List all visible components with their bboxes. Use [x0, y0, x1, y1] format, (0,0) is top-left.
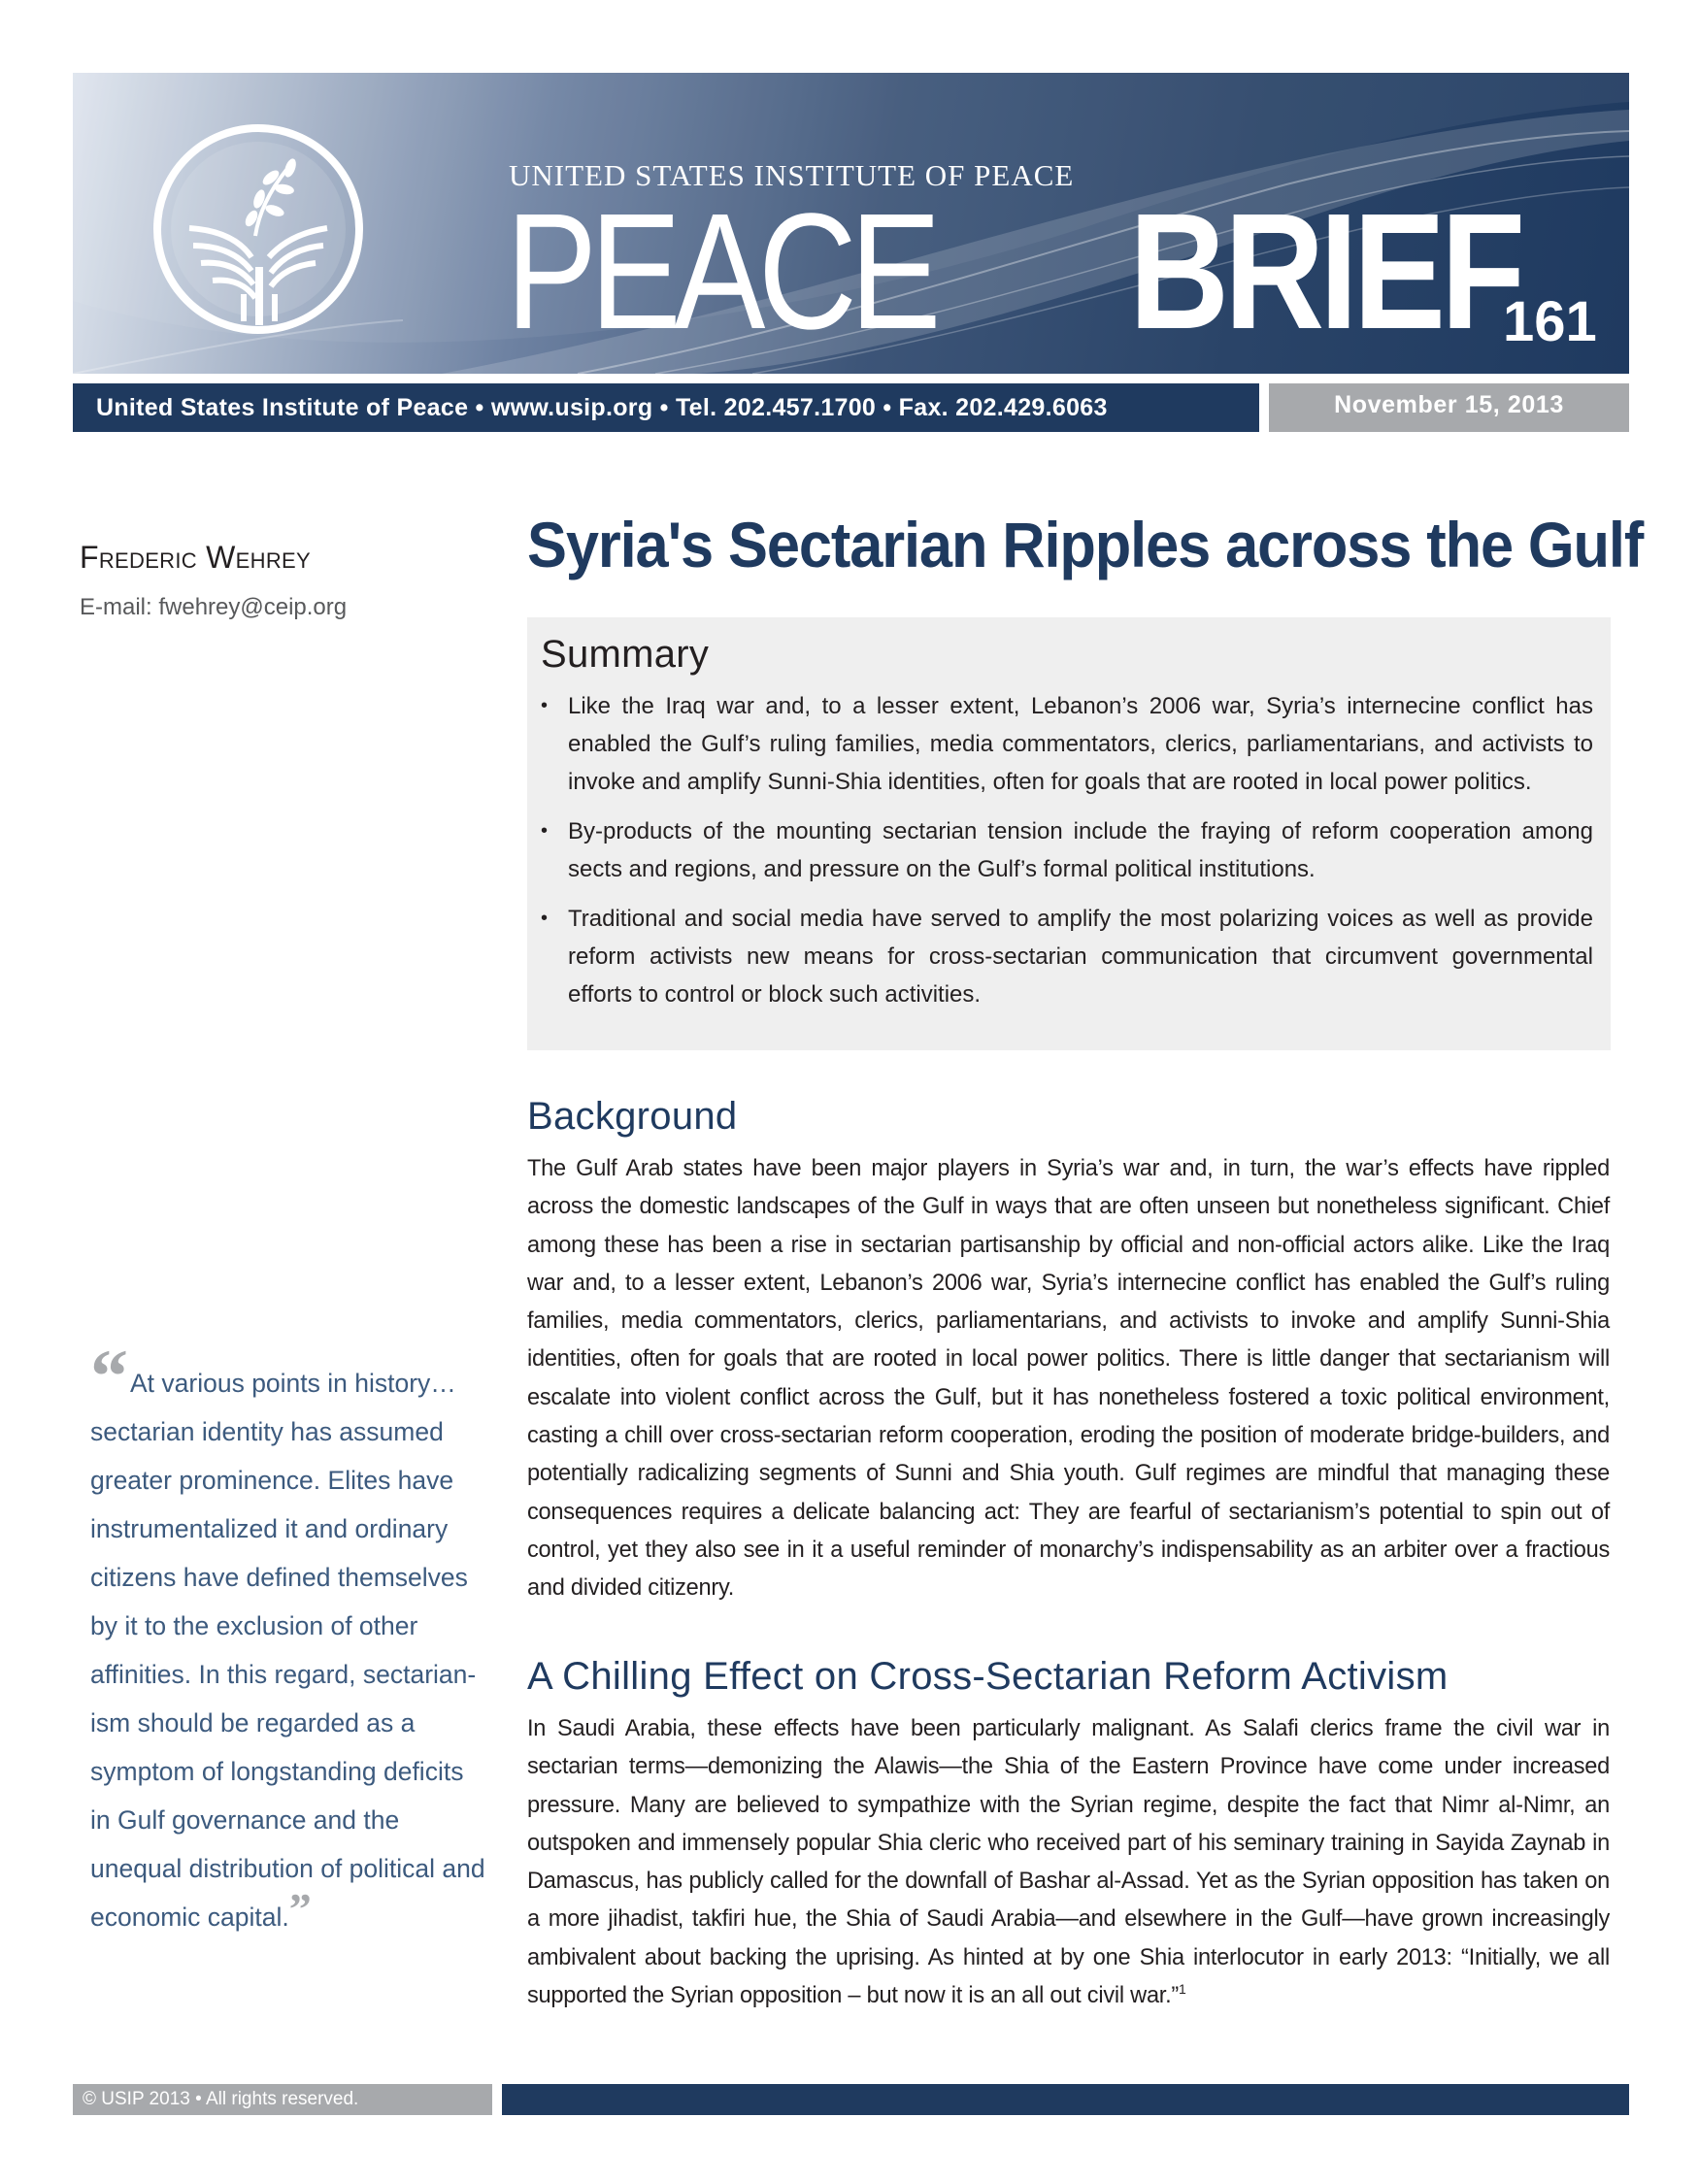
summary-item	[541, 687, 1593, 801]
bullet-icon: •	[541, 695, 549, 716]
author-name: Frederic Wehrey	[80, 540, 311, 575]
bullet-icon: •	[541, 820, 549, 842]
background-heading: Background	[527, 1095, 738, 1138]
wordmark-peace: PEACE	[506, 180, 935, 364]
masthead-banner	[73, 73, 1629, 374]
open-quote-icon: “	[90, 1334, 128, 1418]
issue-number: 161	[1503, 290, 1597, 353]
chilling-effect-paragraph	[527, 1710, 1610, 2015]
copyright-footer: © USIP 2013 • All rights reserved.	[73, 2084, 492, 2115]
summary-box	[527, 617, 1611, 1050]
author-email[interactable]: E-mail: fwehrey@ceip.org	[80, 594, 348, 620]
footer-bar	[502, 2084, 1629, 2115]
summary-item	[541, 812, 1593, 888]
chilling-effect-text: In Saudi Arabia, these effects have been particularly malignant. As Salafi clerics frame the civil war in sectarian terms—demonizing the Alawis—the Shia of the Eastern Province have come under increased pressure. Many are believed to sympathize with the Syrian regime, despite the fact that Nimr al-Nimr, an outspoken and immensely popular Shia cleric who received part of his seminary training in Sayida Zaynab in Damascus, has publicly called for the downfall of Bashar al-Assad. Yet as the Syrian opposition has taken on a more jihadist, takfiri hue, the Shia of Saudi Arabia—and elsewhere in the Gulf—have grown increasingly ambivalent about backing the uprising. As hinted at by one Shia interlocutor in early 2013: “Initially, we all supported the Syrian opposition – but now it is an all out civil war.”	[527, 1716, 1610, 2009]
summary-item-text: By-products of the mounting sectarian tension include the fraying of reform cooperation among sects and regions, and pressure on the Gulf’s formal political institutions.	[568, 818, 1593, 882]
usip-logo-icon	[150, 121, 366, 337]
institute-title: UNITED STATES INSTITUTE OF PEACE	[509, 158, 1075, 192]
wordmark-brief: BRIEF	[1129, 180, 1521, 364]
background-paragraph: The Gulf Arab states have been major players in Syria’s war and, in turn, the war’s effects have rippled across the domestic landscapes of the Gulf in ways that are often unseen but nonetheless significant. Chief among these has been a rise in sectarian partisanship by official and non-official actors alike. Like the Iraq war and, to a lesser extent, Lebanon’s 2006 war, Syria’s internecine conflict has enabled the Gulf’s ruling families, media commentators, clerics, parliamentarians, and activists to invoke and amplify Sunni-Shia identities, often for goals that are rooted in local power politics. There is little danger that sectarianism will escalate into violent conflict across the Gulf, but it has nonetheless fostered a toxic political environment, casting a chill over cross-sectarian reform cooperation, eroding the position of moderate bridge-builders, and potentially radicalizing segments of Sunni and Shia youth. Gulf regimes are mindful that managing these consequences requires a delicate balancing act: They are fearful of sectarianism’s potential to spin out of control, yet they also see in it a useful reminder of monarchy’s indispensability as an arbiter over a fractious and divided citizenry.	[527, 1156, 1610, 1602]
summary-item-text: Traditional and social media have served to amplify the most polarizing voices as well as provide reform activists new means for cross-sectarian communication that circumvent governmental efforts to control or block such activities.	[568, 906, 1593, 1008]
close-quote-icon: ”	[288, 1884, 312, 1934]
summary-item	[541, 900, 1593, 1013]
pull-quote-text: At various points in history… sectarian identity has assumed greater prominence. Elites have instrumentalized it and ordinary citizens have defined themselves by it to the exclusion of other affinities. In this regard, sectarian-ism should be regarded as a symptom of longstanding deficits in Gulf governance and the unequal distribution of political and economic capital.	[90, 1369, 485, 1932]
summary-heading: Summary	[541, 633, 710, 676]
chilling-effect-heading: A Chilling Effect on Cross-Sectarian Reform Activism	[527, 1655, 1449, 1698]
article-title: Syria's Sectarian Ripples across the Gulf	[527, 509, 1644, 580]
peacebrief-wordmark	[506, 180, 1521, 364]
footnote-reference[interactable]: 1	[1179, 1981, 1186, 1998]
bullet-icon: •	[541, 908, 549, 929]
contact-info-bar: United States Institute of Peace • www.usip.org • Tel. 202.457.1700 • Fax. 202.429.6063	[73, 383, 1259, 432]
summary-item-text: Like the Iraq war and, to a lesser extent, Lebanon’s 2006 war, Syria’s internecine conflict has enabled the Gulf’s ruling families, media commentators, clerics, parliamentarians, and activists to invoke and amplify Sunni-Shia identities, often for goals that are rooted in local power politics.	[568, 693, 1593, 795]
summary-list	[541, 687, 1593, 1013]
publication-date: November 15, 2013	[1269, 383, 1629, 432]
pull-quote	[90, 1334, 488, 1941]
